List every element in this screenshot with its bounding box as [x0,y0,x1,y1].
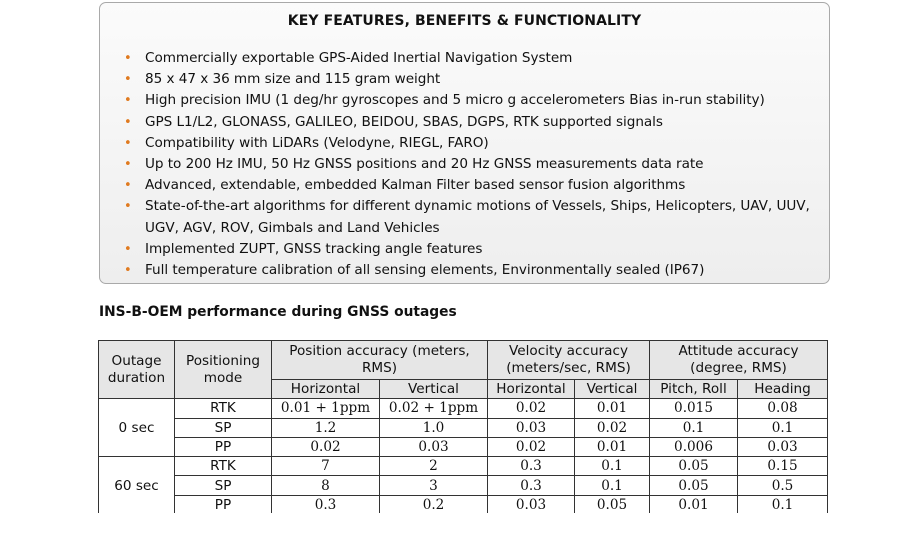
table-cell: 0.02 [488,399,575,418]
features-list [100,48,829,281]
table-cell: 0.006 [650,437,738,456]
table-cell: 0.15 [738,457,828,476]
performance-table-body [99,399,828,515]
table-cell: 2 [380,457,488,476]
table-row [99,495,828,514]
header-velocity: Velocity accuracy (meters/sec, RMS) [488,341,650,380]
bullet-icon: • [124,263,132,279]
table-cell: 0.1 [738,495,828,514]
header-position: Position accuracy (meters, RMS) [272,341,488,380]
bullet-icon: • [124,157,132,173]
bullet-icon: • [124,114,132,130]
feature-item [100,154,829,175]
feature-item [100,239,829,260]
bullet-icon: • [124,199,132,215]
feature-item [100,69,829,90]
positioning-mode-cell: PP [175,437,272,456]
feature-item [100,196,829,238]
table-cell: 0.015 [650,399,738,418]
header-outage: Outage duration [99,341,175,399]
positioning-mode-cell: RTK [175,399,272,418]
table-row [99,476,828,495]
feature-text: Up to 200 Hz IMU, 50 Hz GNSS positions and 20 Hz GNSS measurements data rate [145,156,704,173]
bullet-icon: • [124,178,132,194]
header-position-horizontal: Horizontal [272,380,380,399]
table-cell: 8 [272,476,380,495]
table-cell: 0.05 [575,495,650,514]
header-heading: Heading [738,380,828,399]
feature-text: High precision IMU (1 deg/hr gyroscopes and 5 micro g accelerometers Bias in-run stability) [145,92,765,109]
bullet-icon: • [124,241,132,257]
feature-text: Commercially exportable GPS-Aided Inertial Navigation System [145,50,573,66]
table-cell: 0.01 + 1ppm [272,399,380,418]
bullet-icon: • [124,72,132,88]
positioning-mode-cell: SP [175,418,272,437]
feature-item [100,112,829,133]
performance-title: INS-B-OEM performance during GNSS outages [99,304,457,320]
table-cell: 0.3 [488,457,575,476]
table-cell: 0.01 [650,495,738,514]
table-cell: 0.1 [650,418,738,437]
feature-item [100,260,829,281]
page-bottom [0,513,915,539]
table-row [99,457,828,476]
feature-item [100,90,829,111]
table-cell: 0.08 [738,399,828,418]
feature-text: Full temperature calibration of all sensing elements, Environmentally sealed (IP67) [145,262,705,279]
feature-text: 85 x 47 x 36 mm size and 115 gram weight [145,71,441,88]
table-cell: 0.01 [575,437,650,456]
table-cell: 0.3 [488,476,575,495]
feature-text: Implemented ZUPT, GNSS tracking angle features [145,240,483,257]
feature-text: Compatibility with LiDARs (Velodyne, RIEGL, FARO) [145,134,489,151]
positioning-mode-cell: RTK [175,457,272,476]
feature-text: Advanced, extendable, embedded Kalman Filter based sensor fusion algorithms [145,177,686,194]
positioning-mode-cell: PP [175,495,272,514]
table-cell: 0.3 [272,495,380,514]
header-attitude: Attitude accuracy (degree, RMS) [650,341,828,380]
bullet-icon: • [124,135,132,151]
header-pitch-roll: Pitch, Roll [650,380,738,399]
table-cell: 0.03 [380,437,488,456]
table-cell: 0.2 [380,495,488,514]
table-cell: 7 [272,457,380,476]
feature-text: GPS L1/L2, GLONASS, GALILEO, BEIDOU, SBAS, DGPS, RTK supported signals [145,113,663,130]
table-cell: 0.02 + 1ppm [380,399,488,418]
table-cell: 0.1 [575,457,650,476]
table-row [99,399,828,418]
table-row [99,418,828,437]
table-cell: 1.0 [380,418,488,437]
feature-text: State-of-the-art algorithms for different dynamic motions of Vessels, Ships, Helicopters, UAV, UUV, UGV, AGV, ROV, Gimbals and Land Vehicles [145,198,810,236]
features-box [99,2,830,284]
bullet-icon: • [124,51,132,66]
header-mode: Positioning mode [175,341,272,399]
table-cell: 0.01 [575,399,650,418]
outage-duration-cell: 0 sec [99,399,175,457]
header-velocity-horizontal: Horizontal [488,380,575,399]
table-cell: 0.05 [650,457,738,476]
table-cell: 1.2 [272,418,380,437]
feature-item [100,175,829,196]
table-cell: 0.02 [575,418,650,437]
outage-duration-cell: 60 sec [99,457,175,515]
table-cell: 3 [380,476,488,495]
positioning-mode-cell: SP [175,476,272,495]
table-cell: 0.03 [488,418,575,437]
feature-item [100,133,829,154]
table-cell: 0.05 [650,476,738,495]
features-title: KEY FEATURES, BENEFITS & FUNCTIONALITY [287,13,642,29]
table-cell: 0.03 [738,437,828,456]
header-position-vertical: Vertical [380,380,488,399]
table-cell: 0.1 [738,418,828,437]
bullet-icon: • [124,93,132,109]
table-cell: 0.1 [575,476,650,495]
table-cell: 0.03 [488,495,575,514]
performance-table [98,340,828,515]
feature-item [100,48,829,69]
table-cell: 0.02 [272,437,380,456]
header-velocity-vertical: Vertical [575,380,650,399]
table-cell: 0.02 [488,437,575,456]
table-cell: 0.5 [738,476,828,495]
table-row [99,437,828,456]
